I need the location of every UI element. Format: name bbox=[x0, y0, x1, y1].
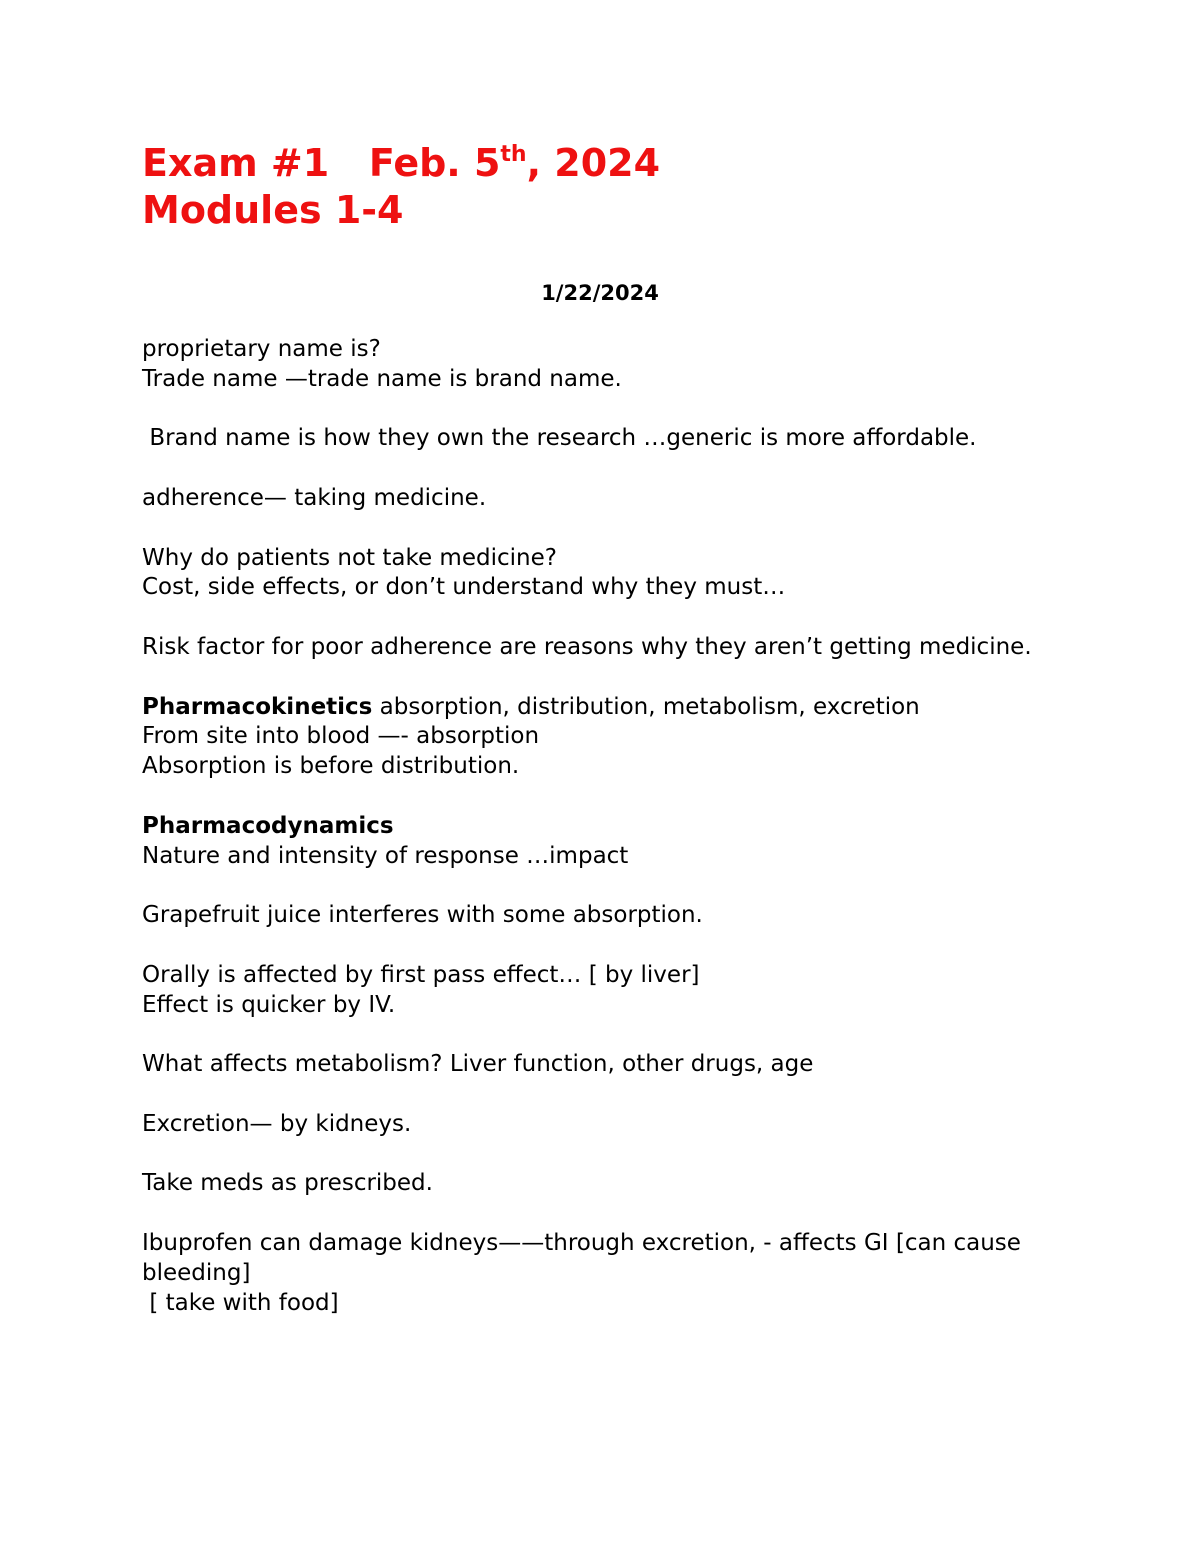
note-paragraph bbox=[142, 1110, 1052, 1140]
title-block bbox=[142, 140, 1062, 234]
note-line: Cost, side effects, or don’t understand why they must… bbox=[142, 574, 786, 601]
pharmacokinetics-term: Pharmacokinetics bbox=[142, 693, 373, 720]
notes-body bbox=[142, 335, 1052, 1348]
note-line: Orally is affected by first pass effect… [ by liver] bbox=[142, 961, 700, 988]
note-paragraph-pharmacokinetics bbox=[142, 693, 1052, 782]
note-line: adherence— taking medicine. bbox=[142, 484, 487, 511]
note-line: Absorption is before distribution. bbox=[142, 753, 520, 780]
note-line: Why do patients not take medicine? bbox=[142, 544, 557, 571]
note-paragraph bbox=[142, 901, 1052, 931]
note-line: proprietary name is? bbox=[142, 336, 381, 362]
exam-title-prefix: Exam #1 Feb. 5 bbox=[142, 141, 501, 185]
note-line: Nature and intensity of response …impact bbox=[142, 842, 629, 869]
notes-date: 1/22/2024 bbox=[541, 281, 659, 305]
note-paragraph bbox=[142, 544, 1052, 604]
note-line: Ibuprofen can damage kidneys——through excretion, - affects GI [can cause bleeding] bbox=[142, 1229, 1029, 1286]
note-paragraph bbox=[142, 1050, 1052, 1080]
note-line bbox=[142, 693, 1052, 723]
note-paragraph bbox=[142, 633, 1052, 663]
note-line: Excretion— by kidneys. bbox=[142, 1110, 412, 1137]
exam-title bbox=[142, 140, 1062, 187]
note-paragraph bbox=[142, 961, 1052, 1021]
note-paragraph-pharmacodynamics bbox=[142, 812, 1052, 872]
note-paragraph bbox=[142, 1169, 1052, 1199]
modules-subtitle: Modules 1-4 bbox=[142, 188, 404, 232]
note-paragraph bbox=[142, 1229, 1052, 1318]
pharmacodynamics-term: Pharmacodynamics bbox=[142, 812, 394, 839]
note-paragraph bbox=[142, 335, 1052, 395]
note-line: [ take with food] bbox=[142, 1289, 339, 1316]
note-paragraph bbox=[142, 424, 1052, 454]
note-line: Risk factor for poor adherence are reasons why they aren’t getting medicine. bbox=[142, 633, 1032, 660]
note-line: Take meds as prescribed. bbox=[142, 1170, 433, 1197]
exam-title-suffix: , 2024 bbox=[526, 141, 661, 185]
note-paragraph bbox=[142, 484, 1052, 514]
exam-title-superscript: th bbox=[500, 142, 527, 167]
note-line: What affects metabolism? Liver function, other drugs, age bbox=[142, 1051, 814, 1078]
note-line: Grapefruit juice interferes with some absorption. bbox=[142, 902, 703, 929]
note-line: Effect is quicker by IV. bbox=[142, 991, 396, 1018]
note-line: Brand name is how they own the research …generic is more affordable. bbox=[142, 425, 977, 452]
pharmacokinetics-definition: absorption, distribution, metabolism, excretion bbox=[372, 693, 920, 720]
note-line: From site into blood —- absorption bbox=[142, 723, 540, 750]
note-line: Trade name —trade name is brand name. bbox=[142, 365, 622, 392]
